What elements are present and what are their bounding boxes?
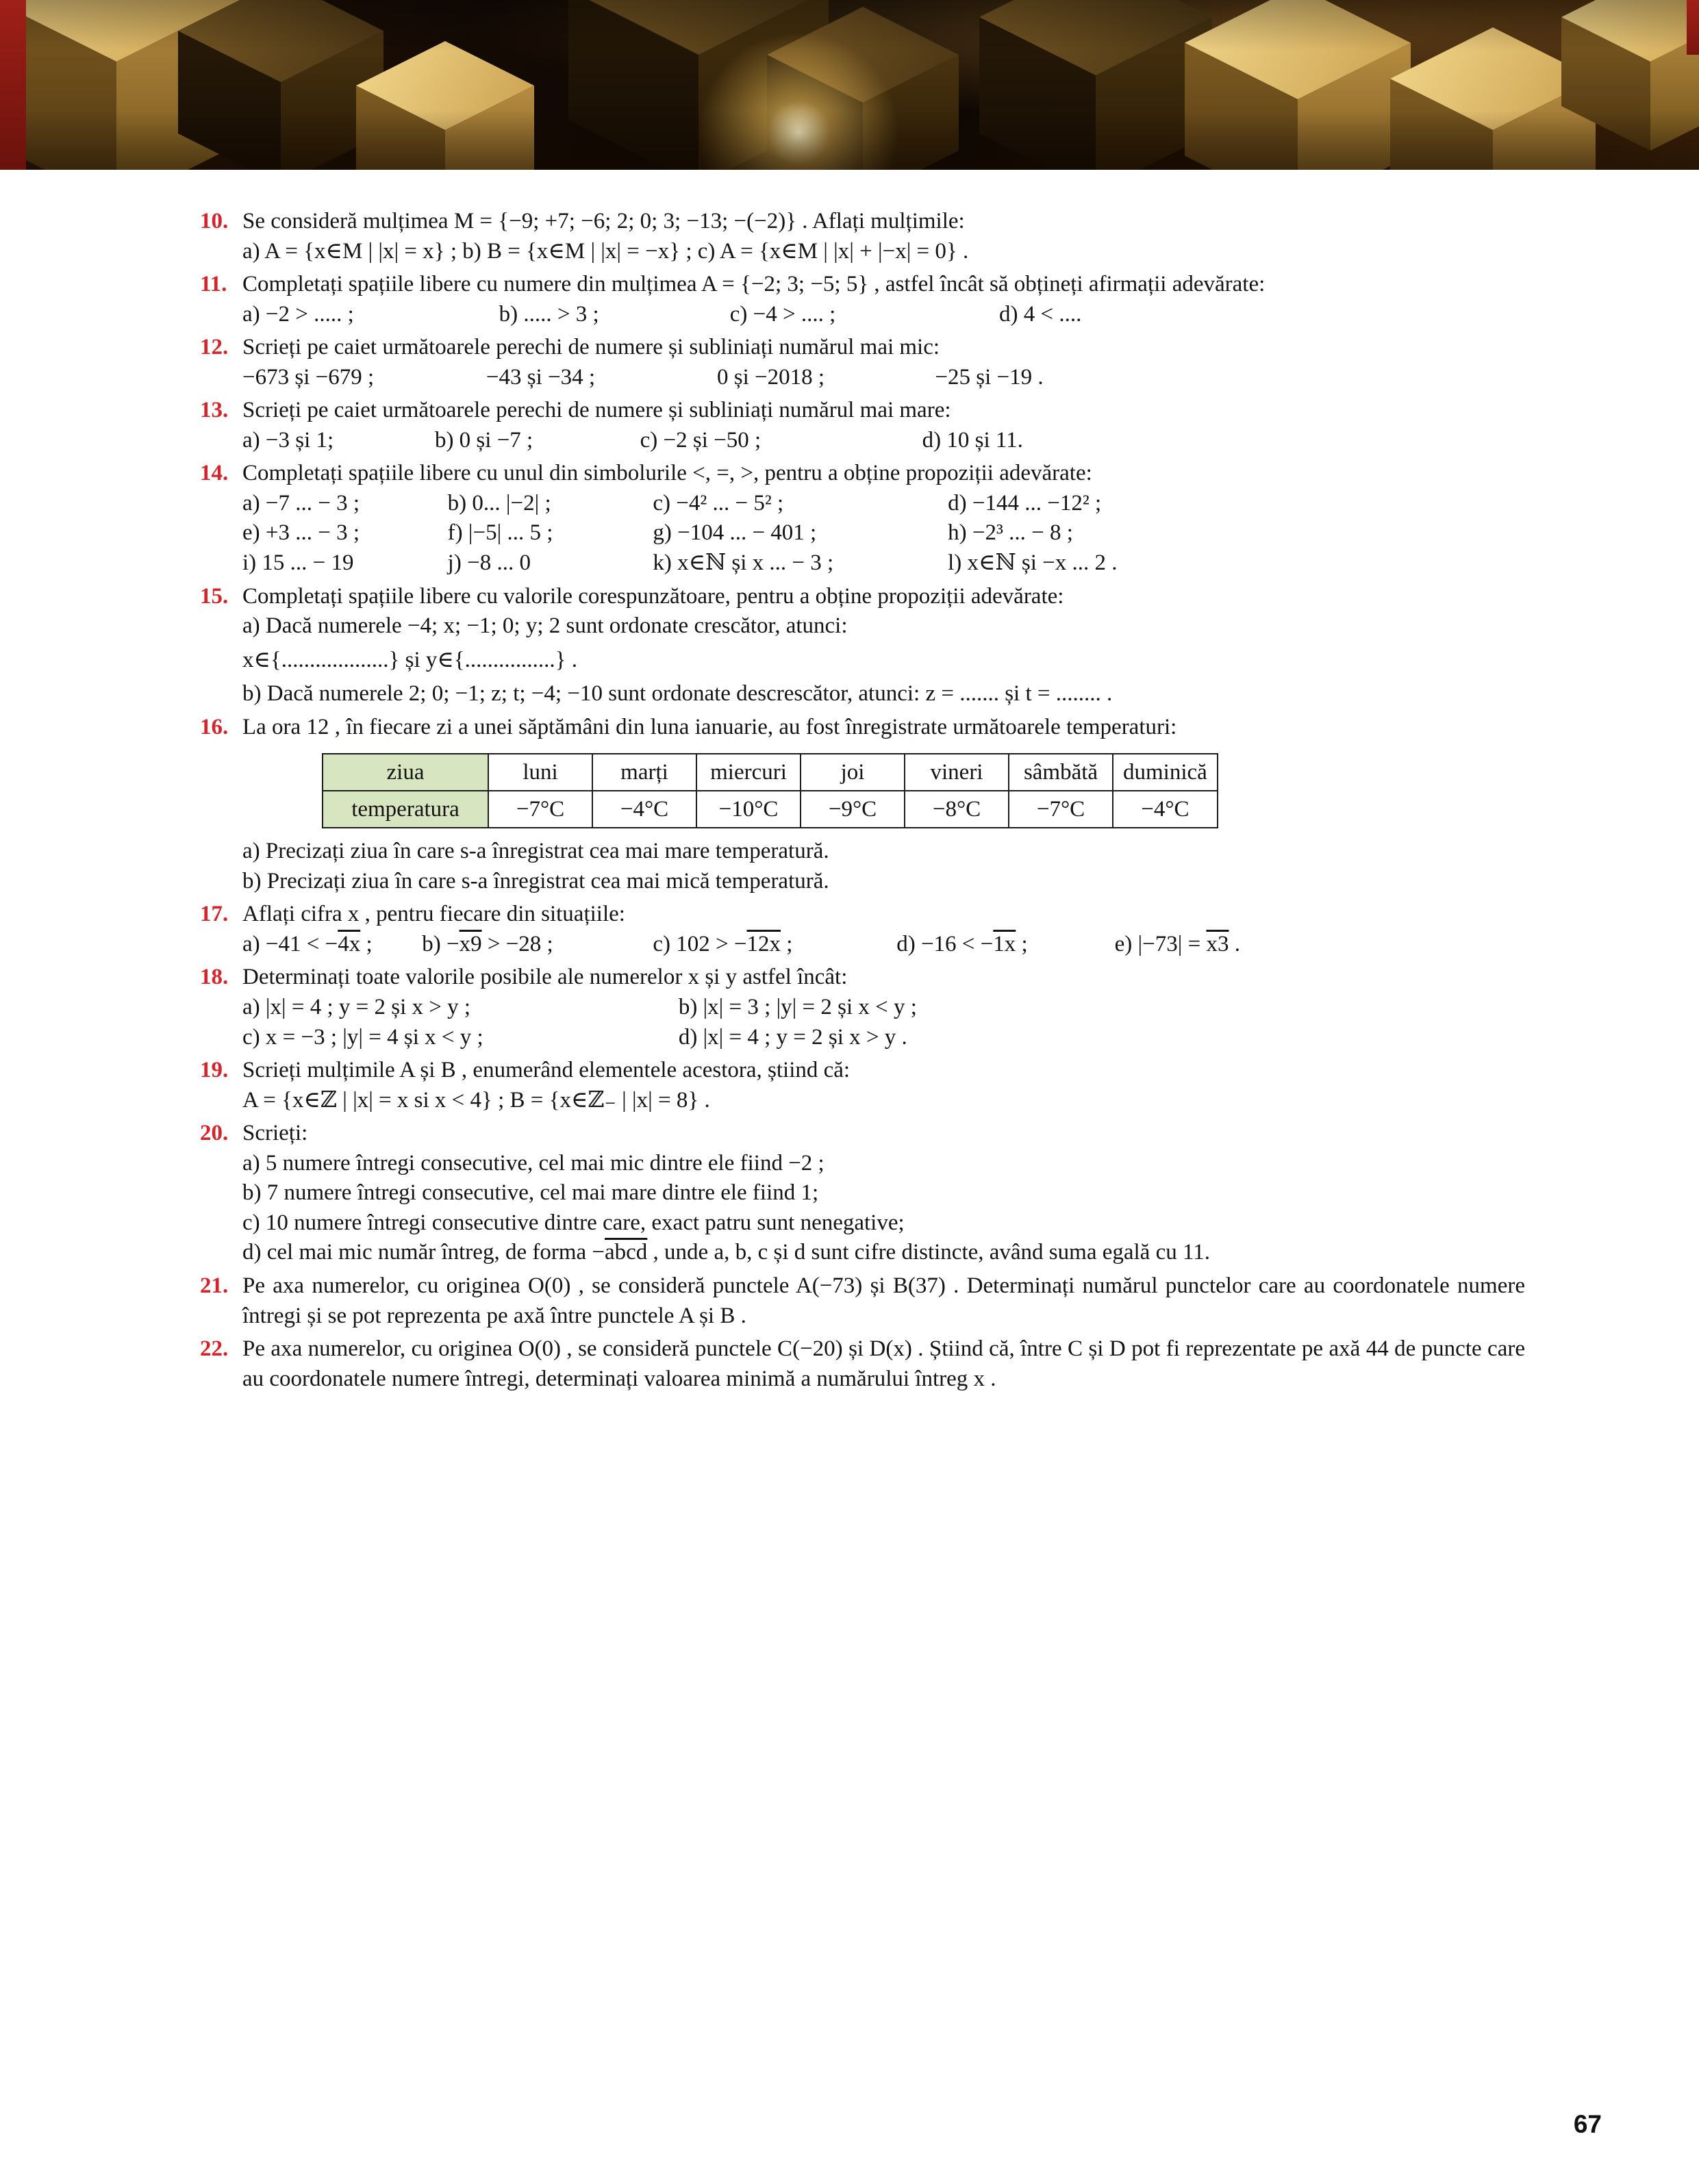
text-segment: b) 7 numere întregi consecutive, cel mai mare dintre ele fiind 1; <box>242 1180 819 1206</box>
text-segment: Pe axa numerelor, cu originea O(0) , se consideră punctele A(−73) și B(37) . Determinați numărul punctelor care au coordonatele numere întregi și se pot reprezenta pe axă între punctele A și B . <box>242 1273 1525 1328</box>
exercise-text-line <box>242 459 1525 489</box>
exercise-part <box>242 993 679 1023</box>
exercise-number: 12. <box>200 335 229 360</box>
text-segment: k) x∈ℕ și x ... − 3 ; <box>653 550 834 576</box>
exercise-part <box>948 489 1525 519</box>
exercise-list <box>200 207 1525 1397</box>
text-segment: a) −3 și 1; <box>242 427 334 453</box>
exercise-part <box>242 518 448 548</box>
text-segment: −25 și −19 . <box>935 364 1044 390</box>
text-segment: a) Precizați ziua în care s-a înregistrat cea mai mare temperatură. <box>242 839 829 864</box>
cube-graphic <box>1561 0 1699 151</box>
text-segment: e) +3 ... − 3 ; <box>242 520 360 546</box>
exercise-part <box>242 548 448 579</box>
table-data-row <box>323 791 1218 828</box>
text-segment: b) ..... > 3 ; <box>499 301 599 327</box>
exercise-part <box>717 363 935 393</box>
text-segment: a) |x| = 4 ; y = 2 și x > y ; <box>242 995 471 1020</box>
exercise-part <box>1115 930 1525 960</box>
exercise-parts-row <box>242 1023 1525 1053</box>
header-image <box>0 0 1699 170</box>
text-segment: c) −4 > .... ; <box>729 301 836 327</box>
text-segment: b) Precizați ziua în care s-a înregistrat cea mai mică temperatură. <box>242 868 829 893</box>
exercise-part <box>242 489 448 519</box>
exercise-text-line <box>242 963 1525 993</box>
exercise-part <box>242 930 422 960</box>
exercise-part <box>896 930 1114 960</box>
text-segment: ; <box>780 931 793 956</box>
exercise-part <box>486 363 717 393</box>
text-segment: j) −8 ... 0 <box>447 550 531 576</box>
exercise-text-line <box>242 1086 1525 1116</box>
exercise-parts-row <box>242 426 1525 456</box>
exercise-15 <box>200 582 1525 709</box>
exercise-10 <box>200 207 1525 266</box>
text-segment: x∈{...................} și y∈{................} . <box>242 647 577 672</box>
overline-expression: 1x <box>993 931 1016 956</box>
text-segment: c) 10 numere întregi consecutive dintre care, exact patru sunt nenegative; <box>242 1210 905 1235</box>
exercise-part <box>448 548 653 579</box>
table-cell: −4°C <box>592 791 696 828</box>
text-segment: La ora 12 , în fiecare zi a unei săptămâni din luna ianuarie, au fost înregistrate următoarele temperaturi: <box>242 714 1177 739</box>
text-segment: Scrieți mulțimile A și B , enumerând elementele acestora, știind că: <box>242 1058 851 1083</box>
text-segment: h) −2³ ... − 8 ; <box>948 520 1073 546</box>
exercise-number: 11. <box>200 272 227 297</box>
text-segment: −43 și −34 ; <box>486 364 596 390</box>
text-segment: Completați spațiile libere cu unul din simbolurile <, =, >, pentru a obține propoziții adevărate: <box>242 461 1092 486</box>
exercise-part <box>653 930 896 960</box>
exercise-text-line <box>242 1056 1525 1086</box>
exercise-number: 10. <box>200 209 229 233</box>
table-header-cell: joi <box>801 754 905 791</box>
exercise-text-line <box>242 900 1525 930</box>
exercise-number: 16. <box>200 714 229 739</box>
text-segment: Scrieți: <box>242 1121 308 1146</box>
exercise-text-line <box>242 1271 1525 1331</box>
text-segment: d) cel mai mic număr întreg, de forma − <box>242 1240 605 1265</box>
exercise-text-line <box>242 646 1525 676</box>
text-segment: i) 15 ... − 19 <box>242 550 354 576</box>
cube-graphic <box>979 0 1212 170</box>
exercise-text-line <box>242 1208 1525 1239</box>
exercise-part <box>679 993 1525 1023</box>
text-segment: Scrieți pe caiet următoarele perechi de numere și subliniați numărul mai mic: <box>242 335 940 360</box>
cube-graphic <box>356 41 534 170</box>
exercise-21 <box>200 1271 1525 1331</box>
text-segment: Scrieți pe caiet următoarele perechi de numere și subliniați numărul mai mare: <box>242 398 951 423</box>
red-edge-stripe-left <box>0 0 26 170</box>
exercise-parts-row <box>242 489 1525 519</box>
text-segment: ; <box>360 931 373 956</box>
exercise-19 <box>200 1056 1525 1115</box>
text-segment: d) 10 și 11. <box>922 427 1023 453</box>
exercise-part <box>653 548 948 579</box>
exercise-parts-row <box>242 518 1525 548</box>
exercise-text-line <box>242 333 1525 363</box>
text-segment: Se consideră mulțimea M = {−9; +7; −6; 2; 0; 3; −13; −(−2)} . Aflați mulțimile: <box>242 209 965 233</box>
exercise-text-line <box>242 1149 1525 1179</box>
cube-graphic <box>178 0 383 170</box>
exercise-text-line <box>242 837 1525 867</box>
exercise-text-line <box>242 1119 1525 1149</box>
text-segment: c) −2 și −50 ; <box>640 427 762 453</box>
exercise-18 <box>200 963 1525 1052</box>
exercise-parts-row <box>242 993 1525 1023</box>
text-segment: b) 0 și −7 ; <box>434 427 533 453</box>
table-header-cell: miercuri <box>696 754 801 791</box>
overline-expression: abcd <box>605 1240 648 1265</box>
exercise-part <box>653 489 948 519</box>
text-segment: a) −7 ... − 3 ; <box>242 490 360 516</box>
text-segment: ; <box>1016 931 1028 956</box>
exercise-parts-row <box>242 300 1525 330</box>
text-segment: g) −104 ... − 401 ; <box>653 520 817 546</box>
overline-expression: x9 <box>459 931 482 956</box>
table-cell: −4°C <box>1113 791 1218 828</box>
exercise-number: 15. <box>200 583 229 609</box>
exercise-12 <box>200 333 1525 392</box>
exercise-number: 17. <box>200 902 229 927</box>
exercise-text-line <box>242 679 1525 709</box>
exercise-part <box>640 426 922 456</box>
table-header-cell: luni <box>488 754 592 791</box>
exercise-part <box>448 489 653 519</box>
text-segment: Completați spațiile libere cu valorile corespunzătoare, pentru a obține propoziții adevărate: <box>242 583 1064 609</box>
exercise-part <box>935 363 1525 393</box>
exercise-part <box>242 300 499 330</box>
exercise-parts-row <box>242 363 1525 393</box>
exercise-text-line <box>242 1238 1525 1268</box>
text-segment: > −28 ; <box>481 931 553 956</box>
exercise-text-line <box>242 207 1525 237</box>
exercise-part <box>435 426 640 456</box>
overline-expression: x3 <box>1206 931 1229 956</box>
text-segment: −673 și −679 ; <box>242 364 375 390</box>
exercise-22 <box>200 1334 1525 1394</box>
text-segment: d) −16 < − <box>896 931 994 956</box>
exercise-number: 20. <box>200 1121 229 1146</box>
exercise-text-line <box>242 611 1525 642</box>
exercise-part <box>499 300 730 330</box>
exercise-part <box>922 426 1525 456</box>
table-header-cell: sâmbătă <box>1009 754 1113 791</box>
exercise-text-line <box>242 396 1525 426</box>
cube-graphic <box>1185 0 1411 170</box>
table-header-cell: marți <box>592 754 696 791</box>
text-segment: c) 102 > − <box>653 931 747 956</box>
exercise-part <box>730 300 999 330</box>
table-header-row <box>323 754 1218 791</box>
text-segment: d) −144 ... −12² ; <box>948 490 1102 516</box>
exercise-text-line <box>242 270 1525 300</box>
text-segment: f) |−5| ... 5 ; <box>447 520 553 546</box>
exercise-text-line <box>242 867 1525 897</box>
exercise-number: 14. <box>200 461 229 486</box>
table-cell: −9°C <box>801 791 905 828</box>
text-segment: b) Dacă numerele 2; 0; −1; z; t; −4; −10 sunt ordonate descrescător, atunci: z = ....... și t = ........ . <box>242 681 1113 707</box>
text-segment: , unde a, b, c și d sunt cifre distincte, având suma egală cu 11. <box>647 1240 1210 1265</box>
text-segment: A = {x∈ℤ | |x| = x si x < 4} ; B = {x∈ℤ₋ | |x| = 8} . <box>242 1087 710 1113</box>
cube-graphic <box>767 7 959 170</box>
exercise-part <box>448 518 653 548</box>
text-segment: b) |x| = 3 ; |y| = 2 și x < y ; <box>678 995 917 1020</box>
text-segment: d) 4 < .... <box>999 301 1082 327</box>
exercise-part <box>242 1023 679 1053</box>
exercise-20 <box>200 1119 1525 1268</box>
exercise-text-line <box>242 237 1525 267</box>
exercise-parts-row <box>242 930 1525 960</box>
text-segment: b) 0... |−2| ; <box>447 490 551 516</box>
exercise-part <box>948 548 1525 579</box>
table-cell: temperatura <box>323 791 488 828</box>
exercise-part <box>242 426 435 456</box>
exercise-16 <box>200 713 1525 897</box>
exercise-11 <box>200 270 1525 329</box>
text-segment: a) 5 numere întregi consecutive, cel mai mic dintre ele fiind −2 ; <box>242 1150 825 1176</box>
text-segment: Aflați cifra x , pentru fiecare din situațiile: <box>242 902 625 927</box>
text-segment: 0 și −2018 ; <box>716 364 825 390</box>
text-segment: b) − <box>422 931 460 956</box>
exercise-number: 18. <box>200 965 229 990</box>
exercise-part <box>242 363 486 393</box>
exercise-number: 19. <box>200 1058 229 1083</box>
text-segment: Pe axa numerelor, cu originea O(0) , se consideră punctele C(−20) și D(x) . Știind că, între C și D pot fi reprezentate pe axă 44 de puncte care au coordonatele numere întregi, determinați valoarea minimă a numărului întreg x . <box>242 1336 1525 1391</box>
overline-expression: 12x <box>746 931 781 956</box>
text-segment: e) |−73| = <box>1114 931 1207 956</box>
text-segment: Determinați toate valorile posibile ale numerelor x și y astfel încât: <box>242 965 848 990</box>
exercise-text-line <box>242 582 1525 612</box>
exercise-text-line <box>242 713 1525 743</box>
exercise-text-line <box>242 1334 1525 1394</box>
text-segment: a) Dacă numerele −4; x; −1; 0; y; 2 sunt ordonate crescător, atunci: <box>242 613 848 639</box>
page-number: 67 <box>1573 2110 1602 2138</box>
table-cell: −7°C <box>1009 791 1113 828</box>
table-header-cell: vineri <box>905 754 1009 791</box>
exercise-text-line <box>242 1178 1525 1208</box>
text-segment: Completați spațiile libere cu numere din mulțimea A = {−2; 3; −5; 5} , astfel încât să obțineți afirmații adevărate: <box>242 272 1266 297</box>
overline-expression: 4x <box>338 931 361 956</box>
text-segment: l) x∈ℕ și −x ... 2 . <box>948 550 1118 576</box>
exercise-number: 13. <box>200 398 229 423</box>
red-edge-stripe-right <box>1687 0 1699 55</box>
table-cell: −7°C <box>488 791 592 828</box>
text-segment: . <box>1229 931 1240 956</box>
exercise-part <box>653 518 948 548</box>
exercise-14 <box>200 459 1525 578</box>
exercise-part <box>679 1023 1525 1053</box>
text-segment: c) −4² ... − 5² ; <box>653 490 784 516</box>
exercise-part <box>948 518 1525 548</box>
text-segment: a) −2 > ..... ; <box>242 301 354 327</box>
exercise-part <box>422 930 653 960</box>
exercise-number: 21. <box>200 1273 229 1298</box>
exercise-number: 22. <box>200 1336 229 1362</box>
text-segment: a) A = {x∈M | |x| = x} ; b) B = {x∈M | |x| = −x} ; c) A = {x∈M | |x| + |−x| = 0} . <box>242 238 969 264</box>
text-segment: a) −41 < − <box>242 931 338 956</box>
exercise-17 <box>200 900 1525 959</box>
table-header-cell: duminică <box>1113 754 1218 791</box>
exercise-parts-row <box>242 548 1525 579</box>
table-header-cell: ziua <box>323 754 488 791</box>
table-cell: −8°C <box>905 791 1009 828</box>
exercise-part <box>999 300 1525 330</box>
temperature-table <box>322 753 1218 828</box>
text-segment: c) x = −3 ; |y| = 4 și x < y ; <box>242 1024 483 1050</box>
text-segment: d) |x| = 4 ; y = 2 și x > y . <box>678 1024 907 1050</box>
table-cell: −10°C <box>696 791 801 828</box>
exercise-13 <box>200 396 1525 455</box>
